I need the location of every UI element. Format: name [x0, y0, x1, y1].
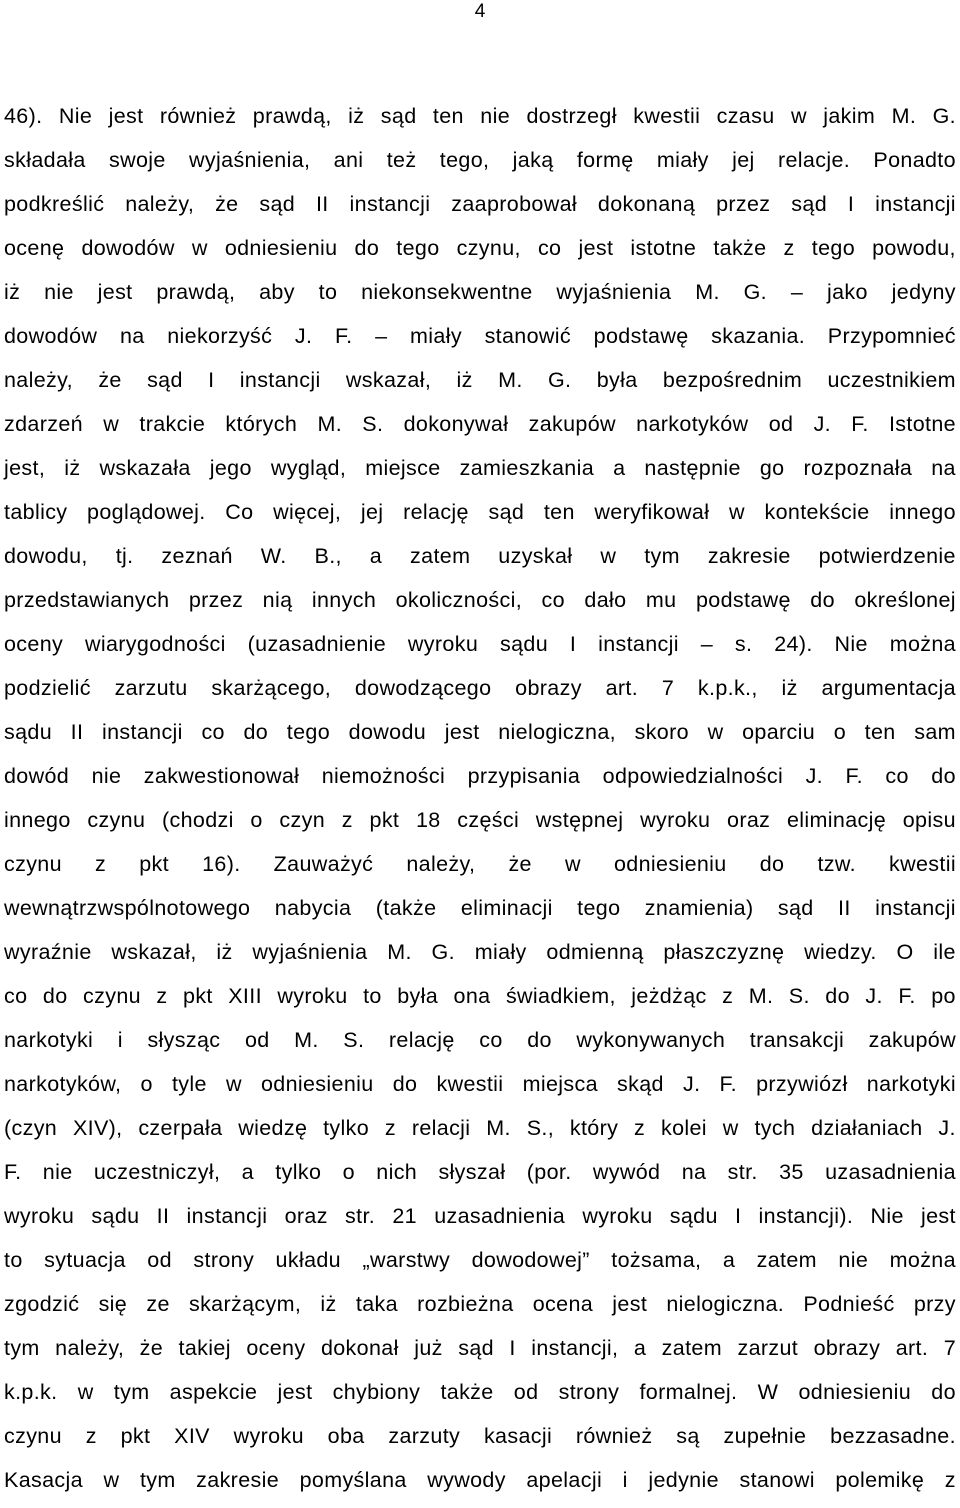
text-line: tym należy, że takiej oceny dokonał już sąd I instancji, a zatem zarzut obrazy art. 7	[4, 1336, 956, 1360]
text-line: podkreślić należy, że sąd II instancji zaaprobował dokonaną przez sąd I instancji	[4, 192, 956, 216]
text-line: wewnątrzwspólnotowego nabycia (także eliminacji tego znamienia) sąd II instancji	[4, 896, 956, 920]
text-line: składała swoje wyjaśnienia, ani też tego, jaką formę miały jej relacje. Ponadto	[4, 148, 956, 172]
text-line: innego czynu (chodzi o czyn z pkt 18 części wstępnej wyroku oraz eliminację opisu	[4, 808, 956, 832]
body-paragraph	[4, 94, 956, 1502]
page-number: 4	[474, 1, 486, 22]
text-line: zgodzić się ze skarżącym, iż taka rozbieżna ocena jest nielogiczna. Podnieść przy	[4, 1292, 956, 1316]
text-line: k.p.k. w tym aspekcie jest chybiony także od strony formalnej. W odniesieniu do	[4, 1380, 956, 1404]
text-line: podzielić zarzutu skarżącego, dowodzącego obrazy art. 7 k.p.k., iż argumentacja	[4, 676, 956, 700]
text-line: czynu z pkt 16). Zauważyć należy, że w odniesieniu do tzw. kwestii	[4, 852, 956, 876]
text-line: zdarzeń w trakcie których M. S. dokonywał zakupów narkotyków od J. F. Istotne	[4, 412, 956, 436]
text-line: F. nie uczestniczył, a tylko o nich słyszał (por. wywód na str. 35 uzasadnienia	[4, 1160, 956, 1184]
text-line: narkotyki i słysząc od M. S. relację co do wykonywanych transakcji zakupów	[4, 1028, 956, 1052]
text-line: to sytuacja od strony układu „warstwy dowodowej” tożsama, a zatem nie można	[4, 1248, 956, 1272]
text-line: dowód nie zakwestionował niemożności przypisania odpowiedzialności J. F. co do	[4, 764, 956, 788]
text-line: należy, że sąd I instancji wskazał, iż M. G. była bezpośrednim uczestnikiem	[4, 368, 956, 392]
text-line: narkotyków, o tyle w odniesieniu do kwestii miejsca skąd J. F. przywiózł narkotyki	[4, 1072, 956, 1096]
text-line: sądu II instancji co do tego dowodu jest nielogiczna, skoro w oparciu o ten sam	[4, 720, 956, 744]
text-line: przedstawianych przez nią innych okoliczności, co dało mu podstawę do określonej	[4, 588, 956, 612]
text-line: iż nie jest prawdą, aby to niekonsekwentne wyjaśnienia M. G. – jako jedyny	[4, 280, 956, 304]
text-line: dowodów na niekorzyść J. F. – miały stanowić podstawę skazania. Przypomnieć	[4, 324, 956, 348]
text-line: (czyn XIV), czerpała wiedzę tylko z relacji M. S., który z kolei w tych działaniach J.	[4, 1116, 956, 1140]
text-line: dowodu, tj. zeznań W. B., a zatem uzyskał w tym zakresie potwierdzenie	[4, 544, 956, 568]
text-line: wyraźnie wskazał, iż wyjaśnienia M. G. miały odmienną płaszczyznę wiedzy. O ile	[4, 940, 956, 964]
text-line: co do czynu z pkt XIII wyroku to była ona świadkiem, jeżdżąc z M. S. do J. F. po	[4, 984, 956, 1008]
text-line: jest, iż wskazała jego wygląd, miejsce zamieszkania a następnie go rozpoznała na	[4, 456, 956, 480]
text-line: czynu z pkt XIV wyroku oba zarzuty kasacji również są zupełnie bezzasadne.	[4, 1424, 956, 1448]
text-line: tablicy poglądowej. Co więcej, jej relację sąd ten weryfikował w kontekście innego	[4, 500, 956, 524]
text-line: Kasacja w tym zakresie pomyślana wywody apelacji i jedynie stanowi polemikę z	[4, 1468, 956, 1492]
text-line: oceny wiarygodności (uzasadnienie wyroku sądu I instancji – s. 24). Nie można	[4, 632, 956, 656]
text-line: 46). Nie jest również prawdą, iż sąd ten nie dostrzegł kwestii czasu w jakim M. G.	[4, 104, 956, 128]
text-line: wyroku sądu II instancji oraz str. 21 uzasadnienia wyroku sądu I instancji). Nie jest	[4, 1204, 956, 1228]
text-line: ocenę dowodów w odniesieniu do tego czynu, co jest istotne także z tego powodu,	[4, 236, 956, 260]
